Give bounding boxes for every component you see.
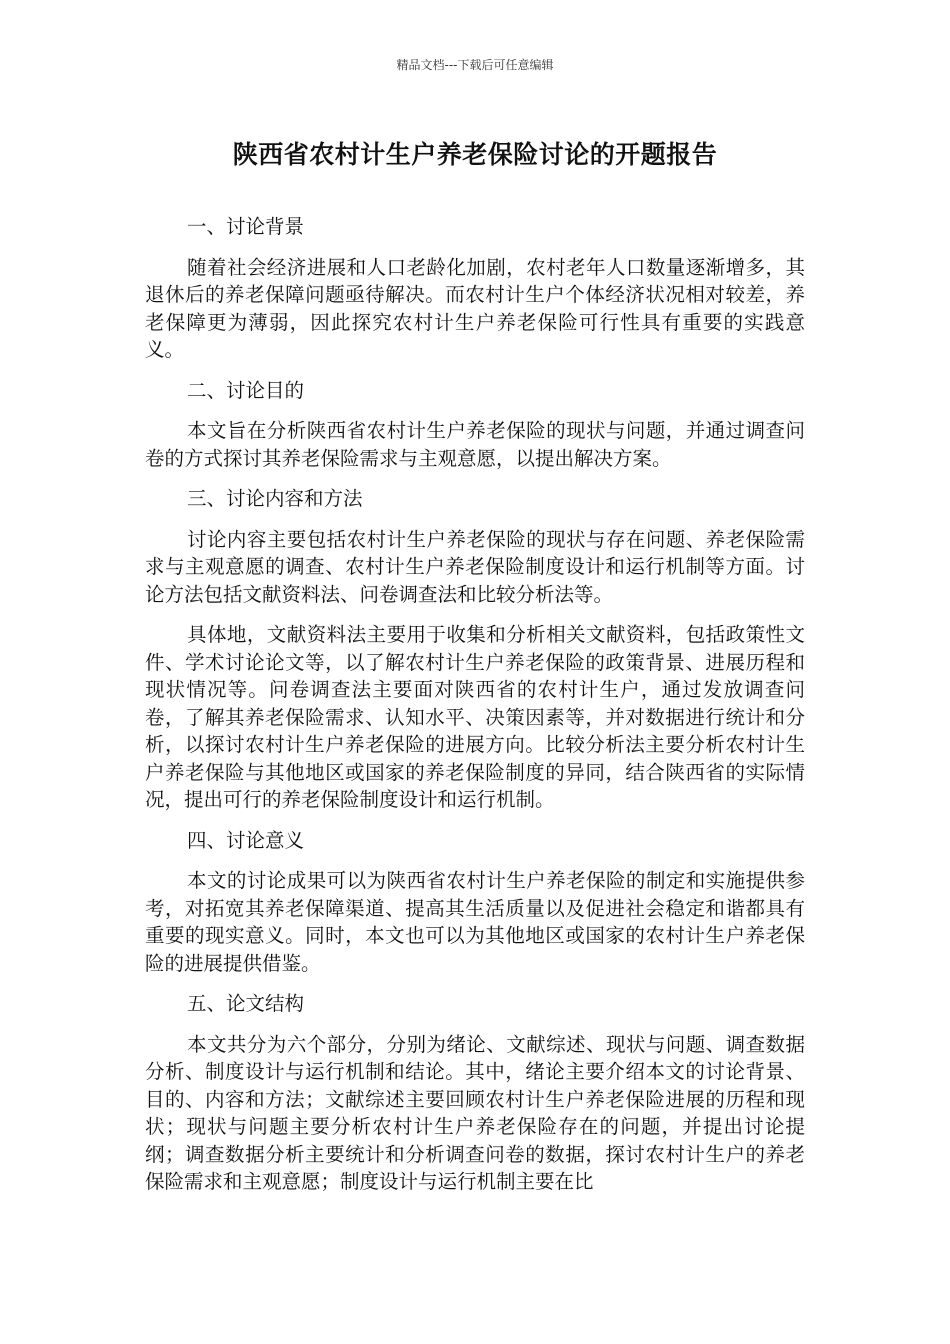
body-paragraph: 随着社会经济进展和人口老龄化加剧，农村老年人口数量逐渐增多，其退休后的养老保障问题亟待解决。而农村计生户个体经济状况相对较差，养老保障更为薄弱，因此探究农村计生户养老保险可行性具有重要的实践意义。 (145, 255, 805, 361)
body-paragraph: 本文共分为六个部分，分别为绪论、文献综述、现状与问题、调查数据分析、制度设计与运行机制和结论。其中，绪论主要介绍本文的讨论背景、目的、内容和方法；文献综述主要回顾农村计生户养老保险进展的历程和现状；现状与问题主要分析农村计生户养老保险存在的问题，并提出讨论提纲；调查数据分析主要统计和分析调查问卷的数据，探讨农村计生户的养老保险需求和主观意愿；制度设计与运行机制主要在比 (145, 1032, 805, 1193)
section-heading: 一、讨论背景 (187, 215, 305, 238)
section-content-and-methods (145, 485, 805, 814)
section-heading: 五、论文结构 (187, 992, 305, 1015)
section-heading: 四、讨论意义 (187, 828, 305, 852)
section-background (145, 213, 805, 364)
body-paragraph: 本文旨在分析陕西省农村计生户养老保险的现状与问题，并通过调查问卷的方式探讨其养老保险需求与主观意愿，以提出解决方案。 (145, 419, 805, 470)
section-structure (145, 990, 805, 1196)
section-significance (145, 827, 805, 978)
document-body (145, 213, 805, 1209)
body-paragraph: 讨论内容主要包括农村计生户养老保险的现状与存在问题、养老保险需求与主观意愿的调查、农村计生户养老保险制度设计和运行机制等方面。讨论方法包括文献资料法、问卷调查法和比较分析法等。 (145, 527, 805, 606)
section-heading: 二、讨论目的 (187, 378, 305, 402)
body-paragraph: 本文的讨论成果可以为陕西省农村计生户养老保险的制定和实施提供参考，对拓宽其养老保障渠道、提高其生活质量以及促进社会稳定和谐都具有重要的现实意义。同时，本文也可以为其他地区或国家的农村计生户养老保险的进展提供借鉴。 (145, 869, 805, 975)
document-title: 陕西省农村计生户养老保险讨论的开题报告 (232, 140, 718, 169)
body-paragraph: 具体地，文献资料法主要用于收集和分析相关文献资料，包括政策性文件、学术讨论论文等，以了解农村计生户养老保险的政策背景、进展历程和现状情况等。问卷调查法主要面对陕西省的农村计生户，通过发放调查问卷，了解其养老保险需求、认知水平、决策因素等，并对数据进行统计和分析，以探讨农村计生户养老保险的进展方向。比较分析法主要分析农村计生户养老保险与其他地区或国家的养老保险制度的异同，结合陕西省的实际情况，提出可行的养老保险制度设计和运行机制。 (145, 623, 805, 811)
section-purpose (145, 377, 805, 473)
section-heading: 三、讨论内容和方法 (187, 487, 363, 510)
page-header: 精品文档---下载后可任意编辑 (396, 58, 554, 72)
